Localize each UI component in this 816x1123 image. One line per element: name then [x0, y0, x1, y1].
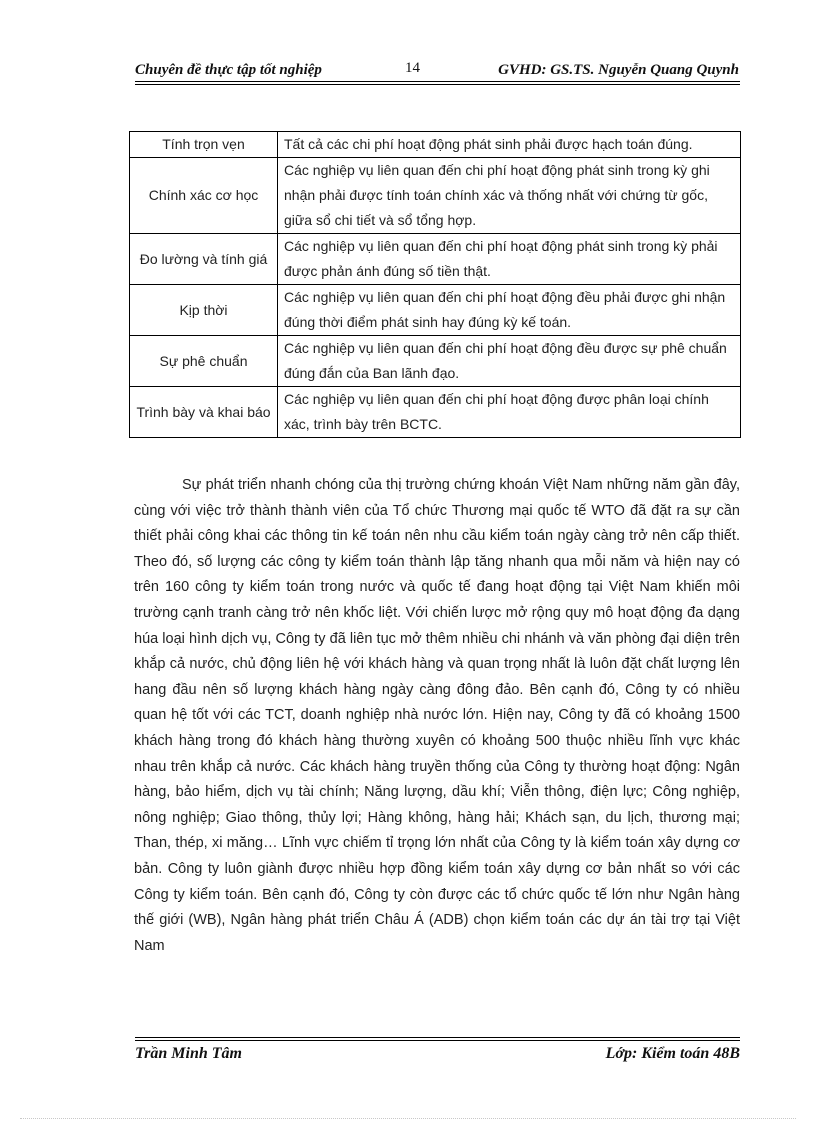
description-cell: Tất cả các chi phí hoạt động phát sinh phải được hạch toán đúng.: [278, 132, 741, 158]
body-paragraph: Sự phát triển nhanh chóng của thị trường chứng khoán Việt Nam những năm gần đây, cùng với việc trở thành thành viên của Tổ chức Thương mại quốc tế WTO đã đặt ra sự cần thiết phải công khai các thông tin kế toán nên nhu cầu kiểm toán ngày càng trở nên cấp thiết. Theo đó, số lượng các công ty kiểm toán thành lập tăng nhanh qua mỗi năm và hiện nay có trên 160 công ty kiểm toán trong nước và quốc tế đang hoạt động tại Việt Nam khiến môi trường cạnh tranh càng trở nên khốc liệt. Với chiến lược mở rộng quy mô hoạt động đa dạng húa loại hình dịch vụ, Công ty đã liên tục mở thêm nhiều chi nhánh và văn phòng đại diện trên khắp cả nước, chủ động liên hệ với khách hàng và quan trọng nhất là luôn đặt chất lượng lên hang đầu nên số lượng khách hàng ngày càng đông đảo. Bên cạnh đó, Công ty có nhiều quan hệ tốt với các TCT, doanh nghiệp nhà nước lớn. Hiện nay, Công ty đã có khoảng 1500 khách hàng trong đó khách hàng thường xuyên có khoảng 500 thuộc nhiều lĩnh vực khác nhau trên khắp cả nước. Các khách hàng truyền thống của Công ty thường hoạt động: Ngân hàng, bảo hiểm, dịch vụ tài chính; Năng lượng, dầu khí; Viễn thông, điện lực; Công nghiệp, nông nghiệp; Giao thông, thủy lợi; Hàng không, hàng hải; Khách sạn, du lịch, thương mại; Than, thép, xi măng… Lĩnh vực chiếm tỉ trọng lớn nhất của Công ty là kiểm toán xây dựng cơ bản. Công ty luôn giành được nhiều hợp đồng kiểm toán xây dựng cơ bản nhất so với các Công ty kiểm toán. Bên cạnh đó, Công ty còn được các tổ chức quốc tế lớn như Ngân hàng thế giới (WB), Ngân hàng phát triển Châu Á (ADB) chọn kiểm toán các dự án tài trợ tại Việt Nam: [134, 477, 740, 954]
footer-author: Trần Minh Tâm: [135, 1045, 242, 1062]
footer-rule-top: [135, 1037, 740, 1038]
criteria-table: [129, 131, 741, 438]
table-row: [130, 132, 741, 158]
page-edge-divider: [20, 1118, 796, 1119]
footer-rule-bottom: [135, 1040, 740, 1041]
table-row: [130, 387, 741, 438]
description-cell: Các nghiệp vụ liên quan đến chi phí hoạt động phát sinh trong kỳ phải được phản ánh đúng số tiền thật.: [278, 234, 741, 285]
description-cell: Các nghiệp vụ liên quan đến chi phí hoạt động đều được sự phê chuẩn đúng đắn của Ban lãnh đạo.: [278, 336, 741, 387]
table-row: [130, 158, 741, 234]
table-row: [130, 285, 741, 336]
header-rule-top: [135, 81, 740, 82]
header-advisor: GVHD: GS.TS. Nguyễn Quang Quynh: [498, 62, 739, 78]
footer-class: Lớp: Kiểm toán 48B: [605, 1045, 740, 1062]
description-cell: Các nghiệp vụ liên quan đến chi phí hoạt động phát sinh trong kỳ ghi nhận phải được tính toán chính xác và thống nhất với chứng từ gốc, giữa sổ chi tiết và sổ tổng hợp.: [278, 158, 741, 234]
criterion-cell: Kịp thời: [130, 285, 278, 336]
criterion-cell: Chính xác cơ học: [130, 158, 278, 234]
criterion-cell: Đo lường và tính giá: [130, 234, 278, 285]
table-row: [130, 336, 741, 387]
description-cell: Các nghiệp vụ liên quan đến chi phí hoạt động được phân loại chính xác, trình bày trên BCTC.: [278, 387, 741, 438]
header-rule-bottom: [135, 84, 740, 85]
table-row: [130, 234, 741, 285]
criterion-cell: Tính trọn vẹn: [130, 132, 278, 158]
criterion-cell: Trình bày và khai báo: [130, 387, 278, 438]
page-number: 14: [405, 60, 420, 76]
header-title: Chuyên đề thực tập tốt nghiệp: [135, 62, 322, 78]
description-cell: Các nghiệp vụ liên quan đến chi phí hoạt động đều phải được ghi nhận đúng thời điểm phát sinh hay đúng kỳ kế toán.: [278, 285, 741, 336]
criterion-cell: Sự phê chuẩn: [130, 336, 278, 387]
page-header: [135, 58, 739, 80]
